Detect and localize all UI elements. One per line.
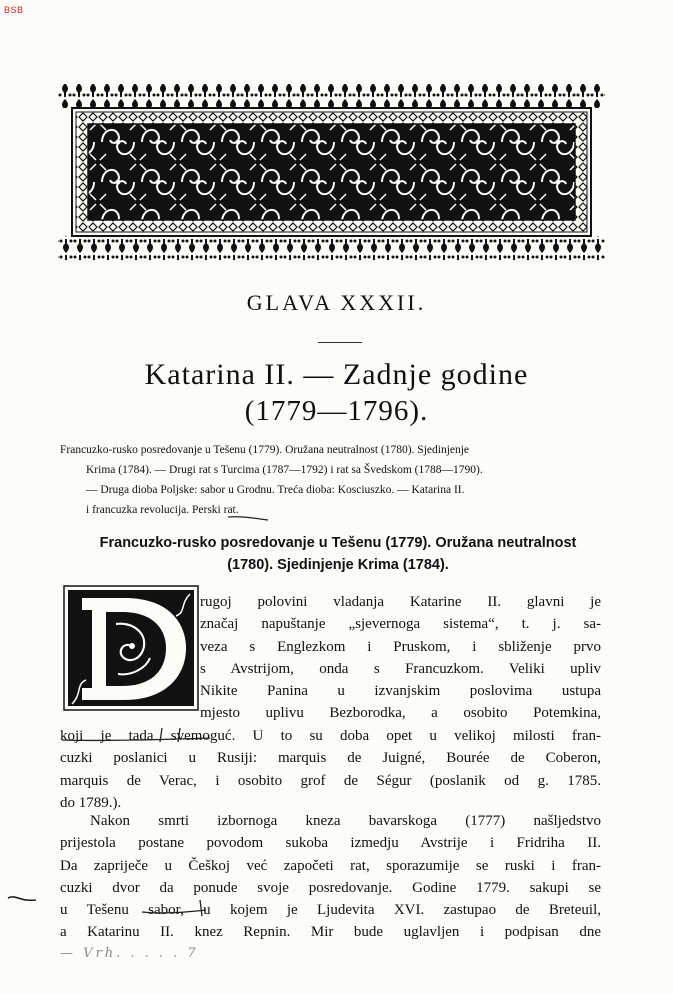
decorative-header-ornament — [58, 82, 605, 262]
text-line: Da zapriječe u Češkoj već započeti rat, sporazumije se ruski i fran- — [60, 857, 601, 874]
paragraph-1-indented — [200, 591, 601, 725]
text-line: prijestola postane povodom sukoba izmedju Avstrije i Fridriha II. — [60, 835, 601, 852]
text-line: u Tešenu sabor, u kojem je Ljudevita XVI. zastupao de Breteuil, — [60, 902, 601, 919]
subheading-line: Francuzko-rusko posredovanje u Tešenu (1779). Oružana neutralnost — [99, 535, 577, 551]
summary-line: Krima (1784). — Drugi rat s Turcima (1787—1792) i rat sa Švedskom (1788—1790). — [86, 464, 483, 476]
summary-line: — Druga dioba Poljske: sabor u Grodnu. Treća dioba: Kosciuszko. — Katarina II. — [86, 484, 465, 496]
text-line: mjesto uplivu Bezborodka, a osobito Potemkina, — [200, 705, 601, 722]
text-line: s Avstrijom, onda s Francuzkom. Veliki upliv — [200, 660, 601, 677]
text-line: značaj napuštanje „sjevernoga sistema“, t. j. sa- — [200, 616, 601, 633]
watermark: BSB — [4, 5, 24, 15]
chapter-label: GLAVA XXXII. — [246, 290, 427, 315]
text-line: marquis de Verac, i osobito grof de Ségur (poslanik od g. 1785. — [60, 772, 601, 789]
text-line: do 1789.). — [60, 794, 122, 811]
decorated-initial-d — [62, 584, 200, 712]
text-line: rugoj polovini vladanja Katarine II. glavni je — [200, 594, 601, 610]
section-subheading — [60, 532, 616, 576]
text-line: Nakon smrti izbornoga kneza bavarskoga (1777) našljedstvo — [90, 813, 601, 829]
pencil-underline-mark — [140, 896, 220, 918]
subheading-line: (1780). Sjedinjenje Krima (1784). — [227, 557, 449, 573]
text-line: a Katarinu II. knez Repnin. Mir bude uglavljen i podpisan dne — [60, 924, 601, 941]
chapter-title-years: (1779—1796). — [244, 395, 429, 427]
handwritten-note: — Vrh. . . . . 7 — [60, 946, 199, 961]
text-line: Nikite Panina u izvanjskim poslovima ustupa — [200, 683, 601, 700]
pencil-underline-mark — [226, 514, 270, 522]
paragraph-2 — [60, 810, 601, 944]
pencil-margin-mark — [6, 888, 42, 912]
summary-line: Francuzko-rusko posredovanje u Tešenu (1779). Oružana neutralnost (1780). Sjedinjenje — [60, 444, 470, 456]
text-line: veza s Englezkom i Pruskom, i sbliženje prvo — [200, 638, 601, 655]
chapter-title: Katarina II. — Zadnje godine — [144, 358, 529, 391]
summary-line: i francuzka revolucija. Perski rat. — [86, 504, 239, 516]
pencil-underline-mark — [60, 724, 220, 744]
text-line: koji je tada svemoguć. U to su doba opet u velikoj milosti fran- — [60, 728, 601, 744]
chapter-summary — [60, 440, 616, 520]
divider — [318, 342, 362, 343]
text-line: cuzki dvor da ponude svoje posredovanje. Godine 1779. sakupi se — [60, 879, 601, 896]
text-line: cuzki poslanici u Rusiji: marquis de Juigné, Bourée de Coberon, — [60, 750, 601, 767]
